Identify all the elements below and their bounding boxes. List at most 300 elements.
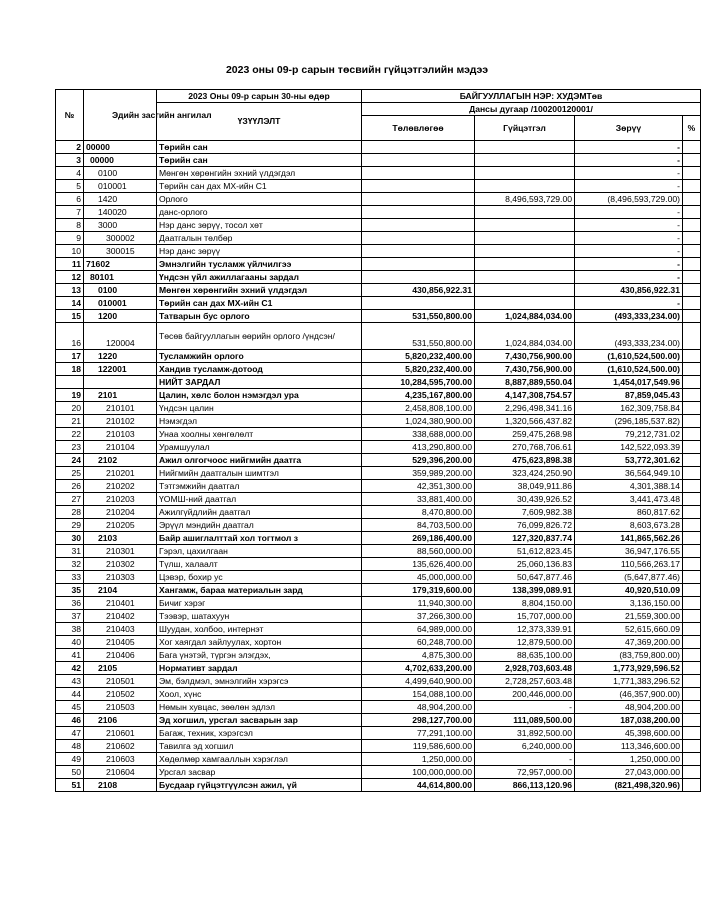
row-plan — [362, 232, 475, 245]
row-pct — [683, 480, 701, 493]
row-pct — [683, 363, 701, 376]
row-pct — [683, 323, 701, 350]
row-name: Эрүүл мэндийн даатгал — [157, 519, 362, 532]
row-actual: 323,424,250.90 — [475, 467, 575, 480]
row-plan — [362, 193, 475, 206]
row-code: 210102 — [84, 415, 157, 428]
row-name: Шуудан, холбоо, интернэт — [157, 623, 362, 636]
row-name: Орлого — [157, 193, 362, 206]
row-code: 140020 — [84, 206, 157, 219]
header-account: Дансы дугаар /100200120001/ — [362, 103, 701, 116]
row-plan: 531,550,800.00 — [362, 310, 475, 323]
row-plan — [362, 245, 475, 258]
row-plan — [362, 167, 475, 180]
row-name: НИЙТ ЗАРДАЛ — [157, 376, 362, 389]
row-plan: 11,940,300.00 — [362, 597, 475, 610]
row-actual — [475, 180, 575, 193]
row-code: 00000 — [84, 154, 157, 167]
row-actual: 38,049,911.86 — [475, 480, 575, 493]
table-row — [56, 428, 701, 441]
row-name: Нэмэгдэл — [157, 415, 362, 428]
row-number: 22 — [56, 428, 84, 441]
row-actual: 8,804,150.00 — [475, 597, 575, 610]
row-plan: 5,820,232,400.00 — [362, 363, 475, 376]
row-plan — [362, 180, 475, 193]
row-number: 26 — [56, 480, 84, 493]
row-number: 11 — [56, 258, 84, 271]
row-code: 210201 — [84, 467, 157, 480]
row-code: 210303 — [84, 571, 157, 584]
row-code: 210301 — [84, 545, 157, 558]
row-pct — [683, 597, 701, 610]
row-number: 20 — [56, 402, 84, 415]
row-number: 45 — [56, 701, 84, 714]
row-diff: 47,369,200.00 — [575, 636, 683, 649]
row-pct — [683, 376, 701, 389]
row-diff: - — [575, 271, 683, 284]
table-row — [56, 714, 701, 727]
row-name: Бага үнэтэй, түргэн элэгдэх, — [157, 649, 362, 662]
row-name: Ажилгүйдлийн даатгал — [157, 506, 362, 519]
row-plan: 179,319,600.00 — [362, 584, 475, 597]
row-actual: 270,768,706.61 — [475, 441, 575, 454]
row-number: 7 — [56, 206, 84, 219]
table-row — [56, 219, 701, 232]
row-pct — [683, 727, 701, 740]
row-pct — [683, 636, 701, 649]
row-actual: 127,320,837.74 — [475, 532, 575, 545]
row-actual: 1,024,884,034.00 — [475, 323, 575, 350]
table-row — [56, 441, 701, 454]
row-pct — [683, 141, 701, 154]
row-diff: 36,564,949.10 — [575, 467, 683, 480]
row-number: 5 — [56, 180, 84, 193]
row-actual: - — [475, 701, 575, 714]
row-code: 2106 — [84, 714, 157, 727]
row-name: Нийгмийн даатгалын шимтгэл — [157, 467, 362, 480]
row-actual: 30,439,926.52 — [475, 493, 575, 506]
table-row — [56, 141, 701, 154]
row-code: 210103 — [84, 428, 157, 441]
row-plan: 37,266,300.00 — [362, 610, 475, 623]
row-diff: (46,357,900.00) — [575, 688, 683, 701]
row-pct — [683, 219, 701, 232]
row-diff: (8,496,593,729.00) — [575, 193, 683, 206]
row-diff: - — [575, 141, 683, 154]
row-pct — [683, 310, 701, 323]
row-plan: 45,000,000.00 — [362, 571, 475, 584]
row-actual: 8,887,889,550.04 — [475, 376, 575, 389]
row-diff: (83,759,800.00) — [575, 649, 683, 662]
row-actual — [475, 154, 575, 167]
row-code: 010001 — [84, 180, 157, 193]
row-actual: 1,024,884,034.00 — [475, 310, 575, 323]
row-diff: 1,773,929,596.52 — [575, 662, 683, 675]
table-row — [56, 675, 701, 688]
row-name: Мөнгөн хөрөнгийн эхний үлдэгдэл — [157, 284, 362, 297]
row-plan: 298,127,700.00 — [362, 714, 475, 727]
header-org: БАЙГУУЛЛАГЫН НЭР: ХУДЭМТөв — [362, 90, 701, 103]
row-actual: 50,647,877.46 — [475, 571, 575, 584]
row-actual — [475, 271, 575, 284]
row-name: Тусламжийн орлого — [157, 350, 362, 363]
row-diff: 45,398,600.00 — [575, 727, 683, 740]
row-diff: 113,346,600.00 — [575, 740, 683, 753]
row-number: 48 — [56, 740, 84, 753]
row-pct — [683, 167, 701, 180]
row-number: 31 — [56, 545, 84, 558]
row-code: 210503 — [84, 701, 157, 714]
row-diff: (821,498,320.96) — [575, 779, 683, 792]
row-number: 30 — [56, 532, 84, 545]
row-pct — [683, 415, 701, 428]
row-name: Төрийн сан дах МХ-ийн С1 — [157, 180, 362, 193]
row-diff: - — [575, 219, 683, 232]
table-row — [56, 245, 701, 258]
row-code: 210502 — [84, 688, 157, 701]
table-row — [56, 610, 701, 623]
row-plan: 64,989,000.00 — [362, 623, 475, 636]
row-diff: 53,772,301.62 — [575, 454, 683, 467]
row-pct — [683, 714, 701, 727]
row-code: 0100 — [84, 284, 157, 297]
row-code: 2103 — [84, 532, 157, 545]
row-pct — [683, 206, 701, 219]
row-code: 210302 — [84, 558, 157, 571]
row-code: 71602 — [84, 258, 157, 271]
row-number: 14 — [56, 297, 84, 310]
table-row — [56, 415, 701, 428]
row-diff: 141,865,562.26 — [575, 532, 683, 545]
row-pct — [683, 753, 701, 766]
row-actual: 259,475,268.98 — [475, 428, 575, 441]
row-name: Мөнгөн хөрөнгийн эхний үлдэгдэл — [157, 167, 362, 180]
row-name: Гэрэл, цахилгаан — [157, 545, 362, 558]
row-name: Хоол, хүнс — [157, 688, 362, 701]
row-name: Унаа хоолны хөнгөлөлт — [157, 428, 362, 441]
row-diff: 40,920,510.09 — [575, 584, 683, 597]
table-row — [56, 454, 701, 467]
row-actual — [475, 297, 575, 310]
row-name: Эмнэлгийн тусламж үйлчилгээ — [157, 258, 362, 271]
row-number: 16 — [56, 323, 84, 350]
table-row — [56, 649, 701, 662]
row-pct — [683, 232, 701, 245]
row-number: 28 — [56, 506, 84, 519]
row-diff: 430,856,922.31 — [575, 284, 683, 297]
table-row — [56, 779, 701, 792]
row-name: Урамшуулал — [157, 441, 362, 454]
row-pct — [683, 441, 701, 454]
table-row — [56, 753, 701, 766]
row-code: 210104 — [84, 441, 157, 454]
report-title: 2023 оны 09-р сарын төсвийн гүйцэтгэлийн мэдээ — [225, 64, 489, 76]
row-pct — [683, 467, 701, 480]
row-actual: 12,879,500.00 — [475, 636, 575, 649]
header-actual: Гүйцэтгэл — [475, 116, 575, 141]
row-number: 36 — [56, 597, 84, 610]
row-actual: 88,635,100.00 — [475, 649, 575, 662]
header-diff: Зөрүү — [575, 116, 683, 141]
row-actual: - — [475, 753, 575, 766]
table-row — [56, 154, 701, 167]
row-number: 37 — [56, 610, 84, 623]
row-code: 210602 — [84, 740, 157, 753]
table-row — [56, 584, 701, 597]
row-actual: 7,430,756,900.00 — [475, 350, 575, 363]
table-row — [56, 323, 701, 350]
row-name: Бичиг хэрэг — [157, 597, 362, 610]
row-plan — [362, 297, 475, 310]
row-plan: 430,856,922.31 — [362, 284, 475, 297]
row-name: Үндсэн үйл ажиллагааны зардал — [157, 271, 362, 284]
table-row — [56, 376, 701, 389]
row-plan: 42,351,300.00 — [362, 480, 475, 493]
row-diff: - — [575, 206, 683, 219]
table-row — [56, 389, 701, 402]
row-number: 19 — [56, 389, 84, 402]
row-number: 9 — [56, 232, 84, 245]
row-code: 00000 — [84, 141, 157, 154]
row-code: 2102 — [84, 454, 157, 467]
row-pct — [683, 532, 701, 545]
row-plan — [362, 206, 475, 219]
row-code: 120004 — [84, 323, 157, 350]
row-plan — [362, 258, 475, 271]
table-row — [56, 193, 701, 206]
row-number: 10 — [56, 245, 84, 258]
row-diff: 48,904,200.00 — [575, 701, 683, 714]
row-number: 27 — [56, 493, 84, 506]
row-diff: (1,610,524,500.00) — [575, 350, 683, 363]
table-row — [56, 766, 701, 779]
row-number: 40 — [56, 636, 84, 649]
row-pct — [683, 284, 701, 297]
row-plan: 88,560,000.00 — [362, 545, 475, 558]
row-actual — [475, 232, 575, 245]
row-name: Хог хаягдал зайлуулах, хортон — [157, 636, 362, 649]
row-name: Урсгал засвар — [157, 766, 362, 779]
row-diff: 52,615,660.09 — [575, 623, 683, 636]
row-pct — [683, 258, 701, 271]
row-name: Эд хогшил, урсгал засварын зар — [157, 714, 362, 727]
row-plan: 1,250,000.00 — [362, 753, 475, 766]
row-number: 15 — [56, 310, 84, 323]
row-code: 210403 — [84, 623, 157, 636]
row-diff: - — [575, 180, 683, 193]
row-plan: 8,470,800.00 — [362, 506, 475, 519]
row-code: 010001 — [84, 297, 157, 310]
row-pct — [683, 271, 701, 284]
row-pct — [683, 662, 701, 675]
row-actual — [475, 167, 575, 180]
row-actual: 51,612,823.45 — [475, 545, 575, 558]
row-pct — [683, 571, 701, 584]
row-actual — [475, 141, 575, 154]
row-number: 42 — [56, 662, 84, 675]
row-number: 49 — [56, 753, 84, 766]
row-plan: 100,000,000.00 — [362, 766, 475, 779]
row-code: 2105 — [84, 662, 157, 675]
row-pct — [683, 193, 701, 206]
row-name: Байр ашиглалттай хол тогтмол з — [157, 532, 362, 545]
row-plan: 338,688,000.00 — [362, 428, 475, 441]
row-pct — [683, 779, 701, 792]
row-name: Цэвэр, бохир ус — [157, 571, 362, 584]
row-plan: 84,703,500.00 — [362, 519, 475, 532]
row-diff: 79,212,731.02 — [575, 428, 683, 441]
row-pct — [683, 297, 701, 310]
row-name: Тавилга эд хогшил — [157, 740, 362, 753]
row-actual: 7,609,982.38 — [475, 506, 575, 519]
table-row — [56, 558, 701, 571]
row-actual — [475, 219, 575, 232]
row-pct — [683, 623, 701, 636]
row-plan: 119,586,600.00 — [362, 740, 475, 753]
row-plan: 10,284,595,700.00 — [362, 376, 475, 389]
row-name: Хандив тусламж-дотоод — [157, 363, 362, 376]
row-plan: 154,088,100.00 — [362, 688, 475, 701]
row-name: Төрийн сан — [157, 141, 362, 154]
row-diff: (493,333,234.00) — [575, 310, 683, 323]
row-number: 24 — [56, 454, 84, 467]
row-pct — [683, 350, 701, 363]
table-row — [56, 297, 701, 310]
row-code: 300002 — [84, 232, 157, 245]
row-pct — [683, 519, 701, 532]
row-plan — [362, 219, 475, 232]
row-actual: 2,728,257,603.48 — [475, 675, 575, 688]
table-row — [56, 545, 701, 558]
row-plan: 529,396,200.00 — [362, 454, 475, 467]
row-actual: 200,446,000.00 — [475, 688, 575, 701]
table-row — [56, 493, 701, 506]
row-code: 2104 — [84, 584, 157, 597]
row-diff: 8,603,673.28 — [575, 519, 683, 532]
row-pct — [683, 740, 701, 753]
row-code: 300015 — [84, 245, 157, 258]
row-number — [56, 376, 84, 389]
row-plan: 531,550,800.00 — [362, 323, 475, 350]
row-name: Багаж, техник, хэрэгсэл — [157, 727, 362, 740]
row-actual: 72,957,000.00 — [475, 766, 575, 779]
row-number: 38 — [56, 623, 84, 636]
row-name: Тээвэр, шатахуун — [157, 610, 362, 623]
row-number: 21 — [56, 415, 84, 428]
table-row — [56, 284, 701, 297]
row-name: Төрийн сан дах МХ-ийн С1 — [157, 297, 362, 310]
table-row — [56, 363, 701, 376]
row-number: 33 — [56, 571, 84, 584]
header-pct: % — [683, 116, 701, 141]
row-code: 210406 — [84, 649, 157, 662]
table-row — [56, 519, 701, 532]
row-diff: 110,566,263.17 — [575, 558, 683, 571]
row-actual: 31,892,500.00 — [475, 727, 575, 740]
row-name: Үндсэн цалин — [157, 402, 362, 415]
row-plan — [362, 141, 475, 154]
row-code: 0100 — [84, 167, 157, 180]
row-number: 44 — [56, 688, 84, 701]
row-number: 2 — [56, 141, 84, 154]
row-code: 1200 — [84, 310, 157, 323]
row-diff: - — [575, 245, 683, 258]
row-pct — [683, 558, 701, 571]
row-pct — [683, 402, 701, 415]
row-plan: 1,024,380,900.00 — [362, 415, 475, 428]
table-row — [56, 597, 701, 610]
row-number: 46 — [56, 714, 84, 727]
row-actual — [475, 245, 575, 258]
row-diff: - — [575, 297, 683, 310]
header-no: № — [56, 90, 84, 141]
row-name: Хангамж, бараа материалын зард — [157, 584, 362, 597]
table-row — [56, 727, 701, 740]
row-diff: 162,309,758.84 — [575, 402, 683, 415]
table-row — [56, 258, 701, 271]
row-name: Даатгалын төлбөр — [157, 232, 362, 245]
row-pct — [683, 766, 701, 779]
row-actual: 475,623,898.38 — [475, 454, 575, 467]
row-plan: 33,881,400.00 — [362, 493, 475, 506]
header-plan: Төлөвлөгөө — [362, 116, 475, 141]
row-diff: 142,522,093.39 — [575, 441, 683, 454]
row-code: 210604 — [84, 766, 157, 779]
row-name: Төрийн сан — [157, 154, 362, 167]
row-code: 2108 — [84, 779, 157, 792]
row-pct — [683, 506, 701, 519]
table-row — [56, 532, 701, 545]
table-row — [56, 701, 701, 714]
row-plan — [362, 154, 475, 167]
row-diff: 3,136,150.00 — [575, 597, 683, 610]
row-name: Хөдөлмөр хамгааллын хэрэглэл — [157, 753, 362, 766]
row-diff: - — [575, 258, 683, 271]
row-code: 1420 — [84, 193, 157, 206]
row-diff: 4,301,388.14 — [575, 480, 683, 493]
row-code: 210402 — [84, 610, 157, 623]
row-name: данс-орлого — [157, 206, 362, 219]
row-actual: 8,496,593,729.00 — [475, 193, 575, 206]
row-diff: - — [575, 154, 683, 167]
row-plan: 135,626,400.00 — [362, 558, 475, 571]
row-number: 6 — [56, 193, 84, 206]
row-number: 4 — [56, 167, 84, 180]
row-code: 210202 — [84, 480, 157, 493]
table-row — [56, 571, 701, 584]
row-actual: 1,320,566,437.82 — [475, 415, 575, 428]
row-diff: 1,771,383,296.52 — [575, 675, 683, 688]
row-number: 41 — [56, 649, 84, 662]
row-actual: 111,089,500.00 — [475, 714, 575, 727]
row-pct — [683, 245, 701, 258]
row-code: 3000 — [84, 219, 157, 232]
row-name: Эм, бэлдмэл, эмнэлгийн хэрэгсэ — [157, 675, 362, 688]
row-actual: 15,707,000.00 — [475, 610, 575, 623]
row-number: 12 — [56, 271, 84, 284]
row-name: Тэтгэмжийн даатгал — [157, 480, 362, 493]
row-number: 3 — [56, 154, 84, 167]
row-name: Төсөв байгууллагын өөрийн орлого /үндсэн/ — [157, 323, 362, 350]
row-name: Татварын бус орлого — [157, 310, 362, 323]
row-number: 32 — [56, 558, 84, 571]
row-pct — [683, 428, 701, 441]
header-indicator: ҮЗҮҮЛЭЛТ — [157, 103, 362, 141]
row-actual: 76,099,826.72 — [475, 519, 575, 532]
row-plan: 2,458,808,100.00 — [362, 402, 475, 415]
table-row — [56, 740, 701, 753]
row-number: 47 — [56, 727, 84, 740]
